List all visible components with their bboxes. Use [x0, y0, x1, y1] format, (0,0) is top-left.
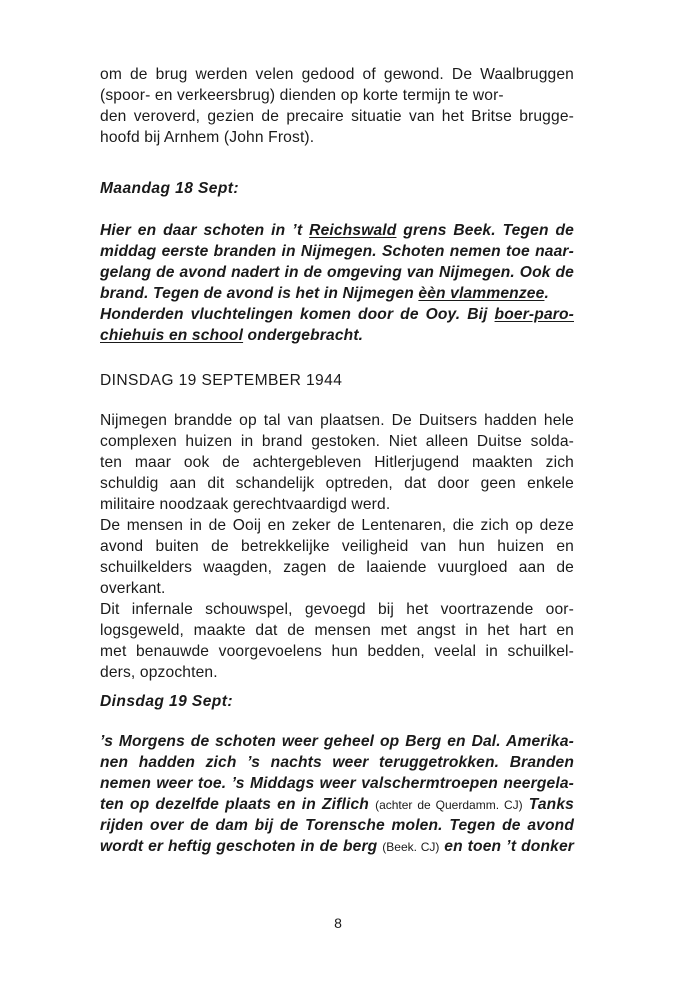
text-line: gelang de avond nadert in de omgeving van Nijmegen. Ook de [100, 264, 574, 281]
text-line [100, 220, 574, 241]
underlined-text: chiehuis en school [100, 327, 244, 344]
diary-entry-maandag [100, 220, 574, 346]
intro-paragraph [100, 64, 574, 148]
text-line: met benauwde voorgevoelens hun bedden, veelal in schuilkel- [100, 643, 574, 660]
text-span: Hier en daar schoten in ’t [100, 222, 310, 239]
text-line: schuilkelders waagden, zagen de laaiende vuurgloed aan de [100, 559, 574, 576]
text-span: ten op dezelfde plaats en in Ziflich [100, 796, 376, 813]
text-span: brand. Tegen de avond is het in Nijmegen [100, 285, 419, 302]
text-span: wordt er heftig geschoten in de berg [100, 838, 383, 855]
editor-note: (achter de Querdamm. CJ) [375, 798, 523, 812]
underlined-text: Reichswald [309, 222, 397, 239]
text-line: nemen weer toe. ’s Middags weer valschermtroepen neergela- [100, 775, 574, 792]
text-line: militaire noodzaak gerechtvaardigd werd. [100, 496, 391, 513]
text-line: om de brug werden velen gedood of gewond. De Waalbruggen [100, 66, 574, 83]
text-span: Tanks [522, 796, 574, 813]
section-heading: Maandag 18 Sept: [100, 180, 239, 197]
text-line: Dit infernale schouwspel, gevoegd bij het voortrazende oor- [100, 601, 574, 618]
text-line: Nijmegen brandde op tal van plaatsen. De Duitsers hadden hele [100, 412, 574, 429]
text-span: en toen ’t donker [439, 838, 574, 855]
text-span: . [544, 285, 549, 302]
text-line: nen hadden zich ’s nachts weer teruggetrokken. Branden [100, 754, 574, 771]
text-line: ’s Morgens de schoten weer geheel op Berg en Dal. Amerika- [100, 733, 574, 750]
text-line: rijden over de dam bij de Torensche molen. Tegen de avond [100, 817, 574, 834]
text-line: middag eerste branden in Nijmegen. Schoten nemen toe naar- [100, 243, 574, 260]
section-dinsdag-19-september-1944 [100, 370, 574, 391]
text-line: ten maar ook de achtergebleven Hitlerjugend maakten zich [100, 454, 574, 471]
text-span: Honderden vluchtelingen komen door de Ooy. Bij [100, 306, 495, 323]
diary-entry-dinsdag [100, 731, 574, 857]
narrative-paragraph [100, 410, 574, 683]
section-dinsdag-19-sept [100, 691, 574, 712]
text-line: avond buiten de betrekkelijke veiligheid van hun huizen en [100, 538, 574, 555]
text-line [100, 325, 574, 346]
text-line: overkant. [100, 580, 166, 597]
section-maandag-18-sept [100, 178, 574, 199]
section-heading: DINSDAG 19 SEPTEMBER 1944 [100, 372, 343, 389]
page-number: 8 [334, 915, 342, 931]
text-span: ondergebracht. [243, 327, 364, 344]
text-line: logsgeweld, maakte dat de mensen met angst in het hart en [100, 622, 574, 639]
text-line [100, 283, 574, 304]
editor-note: (Beek. CJ) [382, 840, 440, 854]
text-line: ders, opzochten. [100, 664, 218, 681]
underlined-text: boer-paro- [494, 306, 574, 323]
text-line: De mensen in de Ooij en zeker de Lentenaren, die zich op deze [100, 517, 574, 534]
underlined-text: èèn vlammenzee [418, 285, 545, 302]
text-line [100, 304, 574, 325]
text-line: (spoor- en verkeersbrug) dienden op korte termijn te wor- [100, 87, 504, 104]
section-heading: Dinsdag 19 Sept: [100, 693, 233, 710]
text-line: hoofd bij Arnhem (John Frost). [100, 129, 315, 146]
text-line [100, 794, 574, 815]
text-span: grens Beek. Tegen de [396, 222, 574, 239]
text-line: complexen huizen in brand gestoken. Niet alleen Duitse solda- [100, 433, 574, 450]
text-line: schuldig aan dit schandelijk optreden, dat door geen enkele [100, 475, 574, 492]
text-line [100, 836, 574, 857]
text-line: den veroverd, gezien de precaire situatie van het Britse brugge- [100, 108, 574, 125]
